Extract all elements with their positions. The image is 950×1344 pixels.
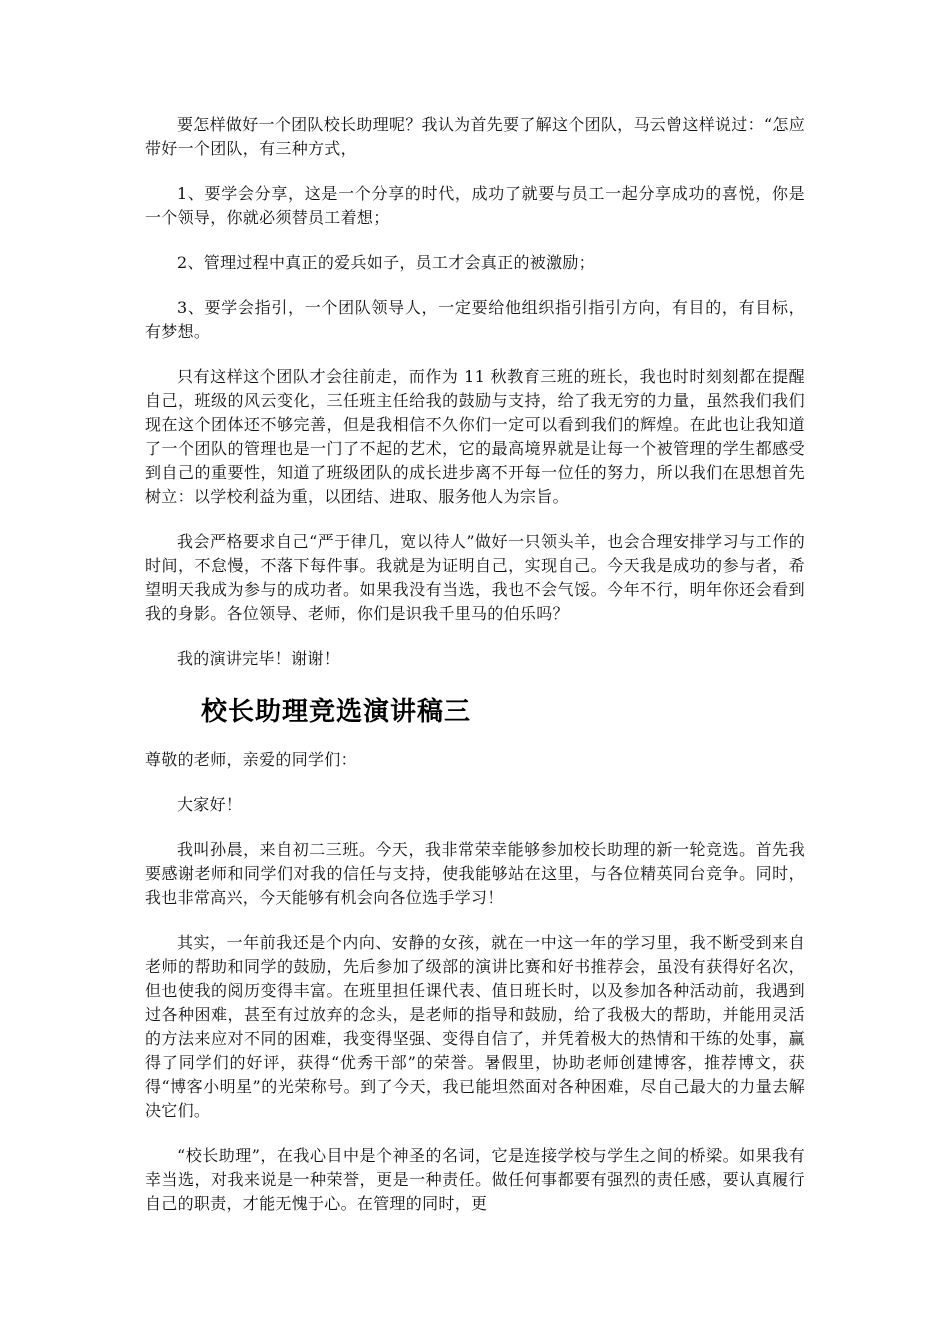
section-heading: 校长助理竞选演讲稿三 bbox=[201, 697, 472, 727]
paragraph-point-1: 1、要学会分享，这是一个分享的时代，成功了就要与员工一起分享成功的喜悦，你是一个领导，你就必须替员工着想； bbox=[145, 184, 805, 227]
paragraph-greeting: 大家好！ bbox=[177, 795, 243, 814]
salutation: 尊敬的老师，亲爱的同学们： bbox=[145, 750, 357, 769]
document-body bbox=[145, 113, 805, 1237]
paragraph-self-requirement: 我会严格要求自己“严于律几，宽以待人”做好一只领头羊，也会合理安排学习与工作的时间，不怠慢，不落下每件事。我就是为证明自己，实现自己。今天我是成功的参与者，希望明天我成为参与的成功者。如果我没有当选，我也不会气馁。今年不行，明年你还会看到我的身影。各位领导、老师，你们是识我千里马的伯乐吗？ bbox=[145, 532, 805, 623]
paragraph-point-3: 3、要学会指引，一个团队领导人，一定要给他组织指引指引方向，有目的，有目标，有梦想。 bbox=[145, 298, 805, 341]
paragraph-role-meaning: “校长助理”，在我心目中是个神圣的名词，它是连接学校与学生之间的桥梁。如果我有幸当选，对我来说是一种荣誉，更是一种责任。做任何事都要有强烈的责任感，要认真履行自己的职责，才能无愧于心。在管理的同时，更 bbox=[145, 1146, 805, 1213]
paragraph-team-progress: 只有这样这个团队才会往前走，而作为 11 秋教育三班的班长，我也时时刻刻都在提醒自己，班级的风云变化，三任班主任给我的鼓励与支持，给了我无穷的力量，虽然我们我们现在这个团体还不够完善，但是我相信不久你们一定可以看到我们的辉煌。在此也让我知道了一个团队的管理也是一门了不起的艺术，它的最高境界就是让每一个被管理的学生都感受到自己的重要性，知道了班级团队的成长进步离不开每一位任的努力，所以我们在思想首先树立：以学校利益为重，以团结、进取、服务他人为宗旨。 bbox=[145, 367, 805, 506]
paragraph-point-2: 2、管理过程中真正的爱兵如子，员工才会真正的被激励； bbox=[177, 253, 595, 272]
paragraph-team-question: 要怎样做好一个团队校长助理呢？我认为首先要了解这个团队，马云曾这样说过：“怎应带好一个团队，有三种方式， bbox=[145, 115, 805, 158]
paragraph-introduction: 我叫孙晨，来自初二三班。今天，我非常荣幸能够参加校长助理的新一轮竞选。首先我要感谢老师和同学们对我的信任与支持，使我能够站在这里，与各位精英同台竞争。同时，我也非常高兴，今天能够有机会向各位选手学习！ bbox=[145, 840, 805, 907]
paragraph-experience: 其实，一年前我还是个内向、安静的女孩，就在一中这一年的学习里，我不断受到来自老师的帮助和同学的鼓励，先后参加了级部的演讲比赛和好书推荐会，虽没有获得好名次，但也使我的阅历变得丰富。在班里担任课代表、值日班长时，以及参加各种活动前，我遇到过各种困难，甚至有过放弃的念头，是老师的指导和鼓励，给了我极大的帮助，并能用灵活的方法来应对不同的困难，我变得坚强、变得自信了，并凭着极大的热情和干练的处事，赢得了同学们的好评，获得“优秀干部”的荣誉。暑假里，协助老师创建博客，推荐博文，获得“博客小明星”的光荣称号。到了今天，我已能坦然面对各种困难，尽自己最大的力量去解决它们。 bbox=[145, 933, 805, 1120]
paragraph-closing: 我的演讲完毕！谢谢！ bbox=[177, 649, 341, 668]
